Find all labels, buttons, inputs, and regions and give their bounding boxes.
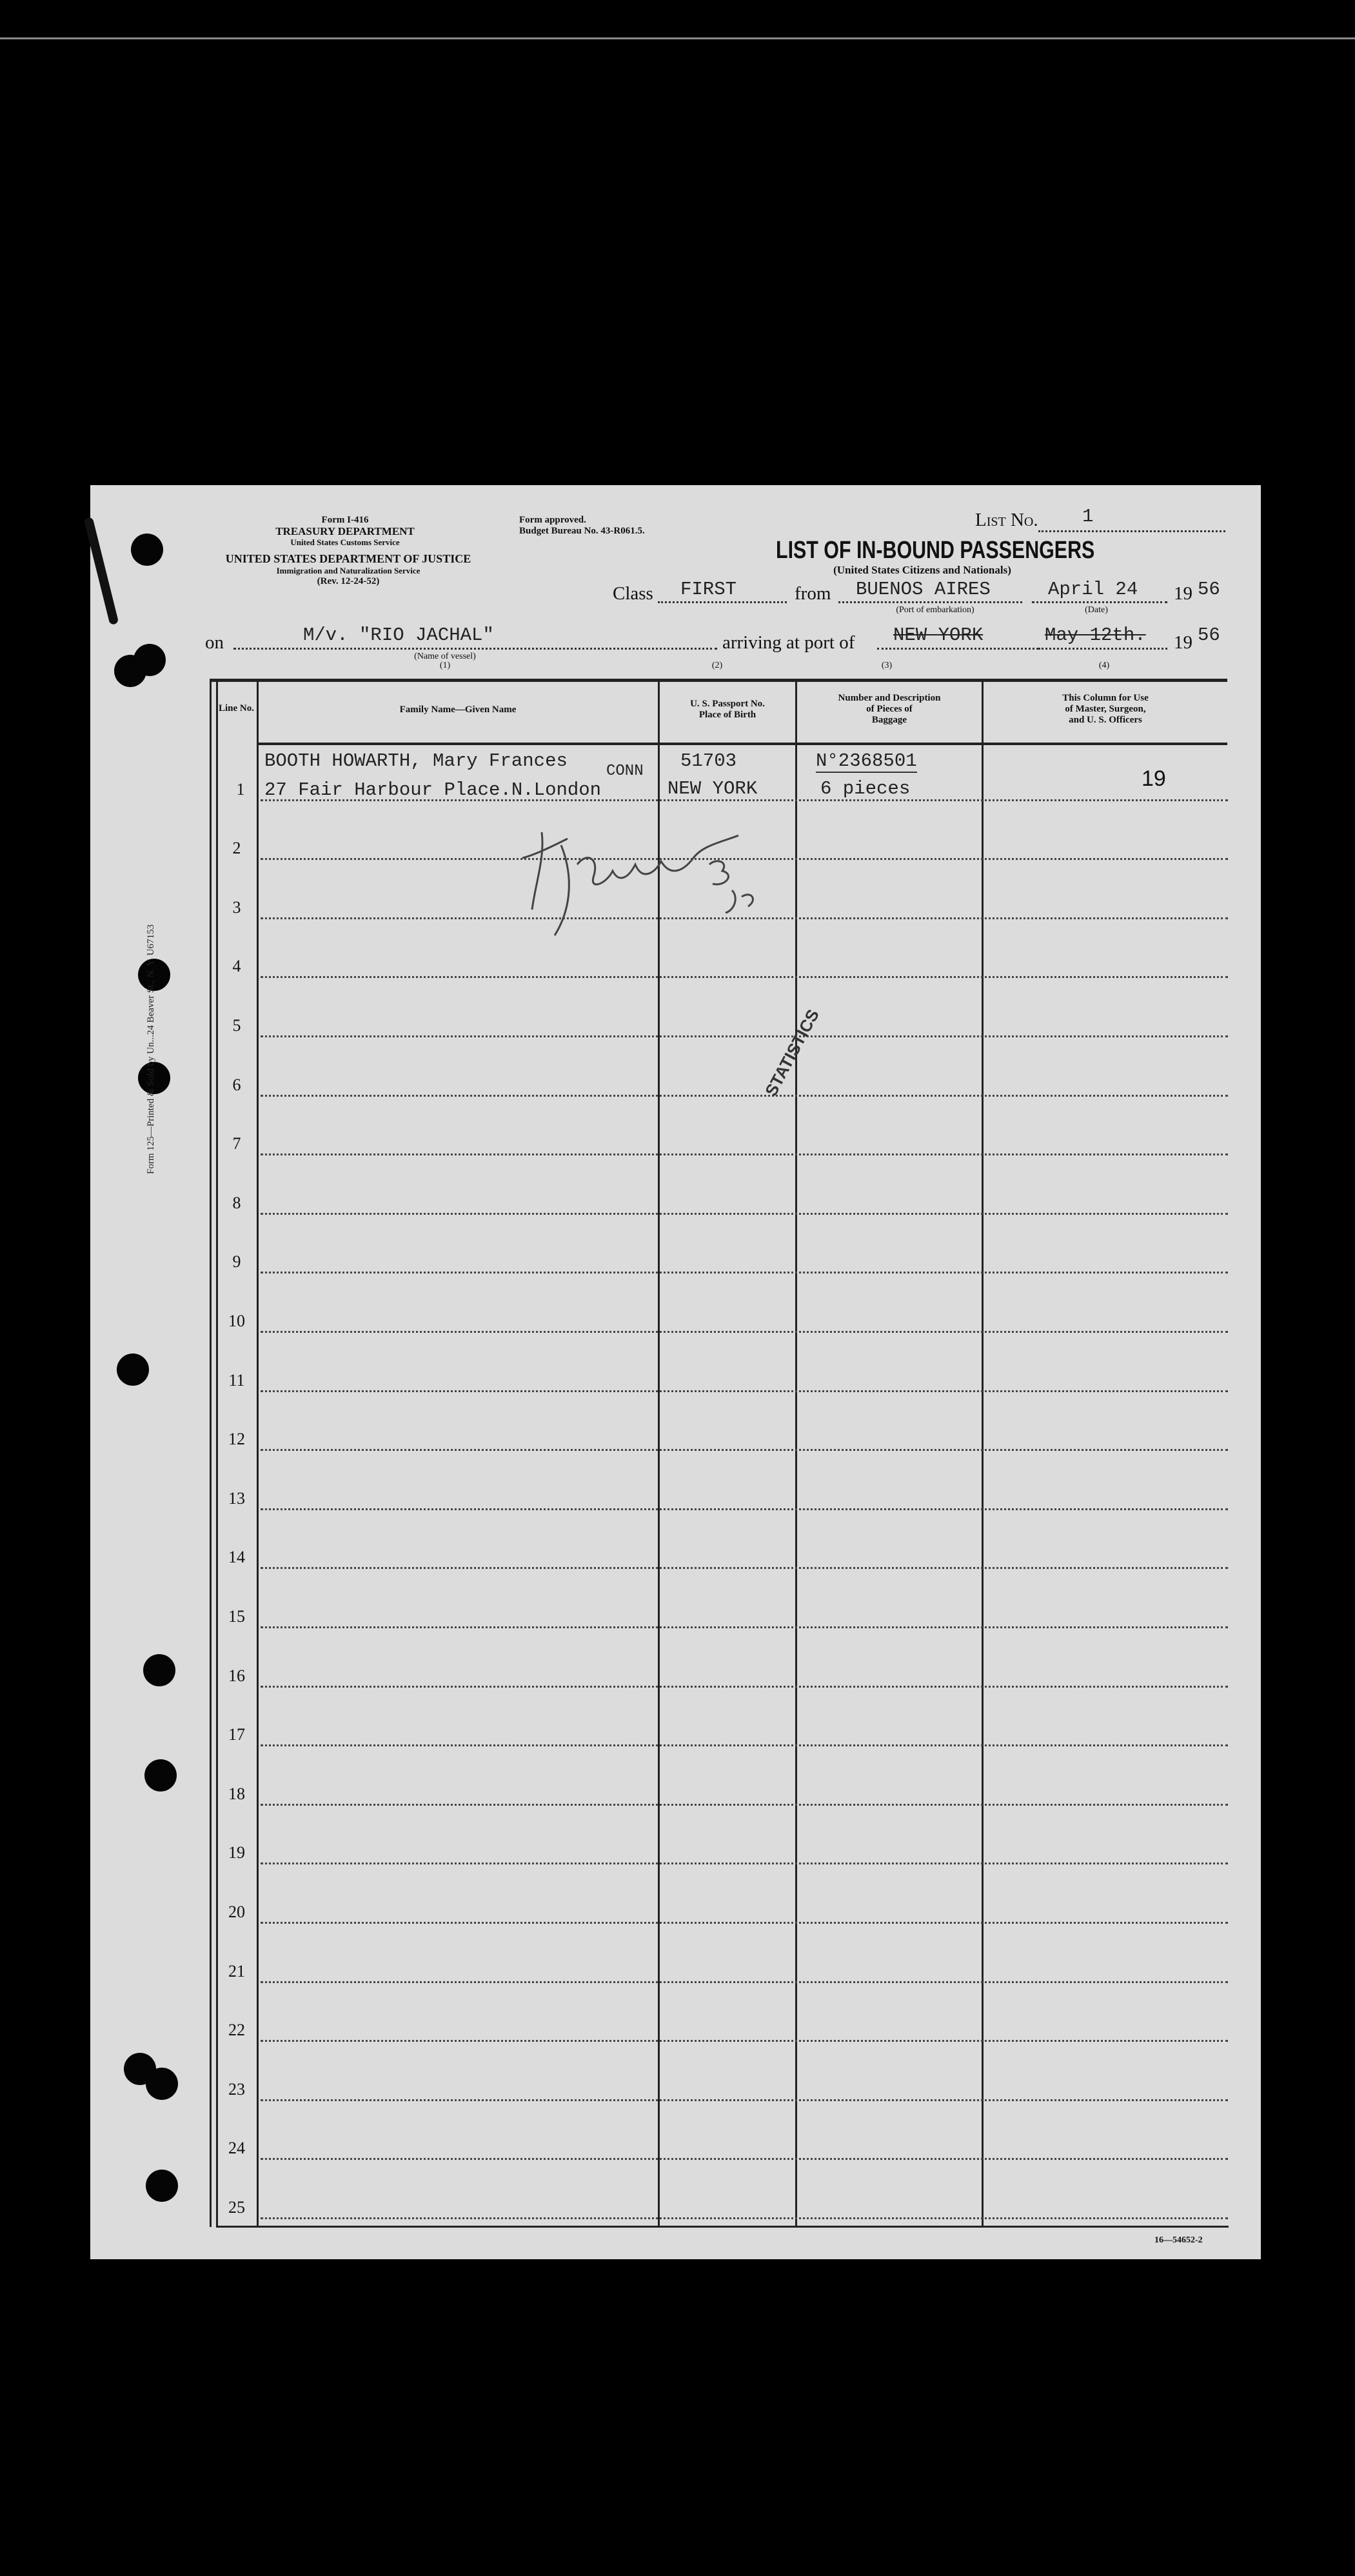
col-header-passport-l2: Place of Birth xyxy=(698,710,757,720)
col-header-officers-l3: and U. S. Officers xyxy=(1069,715,1142,725)
entry-officer-mark: 19 xyxy=(1142,766,1166,791)
row-line xyxy=(261,1213,1228,1215)
col-divider-name xyxy=(257,679,259,2227)
col-header-baggage-l2: of Pieces of xyxy=(866,704,913,714)
row-number: 18 xyxy=(228,1784,245,1803)
col-header-officers xyxy=(984,693,1227,726)
budget-bureau: Budget Bureau No. 43-R061.5. xyxy=(519,526,645,536)
justice-department: UNITED STATES DEPARTMENT OF JUSTICE xyxy=(225,552,471,565)
from-label: from xyxy=(795,583,831,604)
punch-hole xyxy=(117,1353,149,1386)
vessel-caption: (Name of vessel) xyxy=(414,652,476,661)
col-divider-officers xyxy=(982,682,984,2227)
entry-passport: 51703 xyxy=(680,750,737,772)
col-header-line-no: Line No. xyxy=(218,703,254,714)
row-line xyxy=(261,2217,1228,2219)
table-top-rule xyxy=(210,679,1227,682)
punch-hole xyxy=(146,2068,178,2100)
table-bottom-rule xyxy=(216,2226,1229,2228)
row-line xyxy=(261,1686,1228,1688)
row-number: 8 xyxy=(232,1193,241,1212)
ins-service: Immigration and Naturalization Service xyxy=(276,566,420,575)
handwritten-signature xyxy=(516,819,787,948)
class-value: FIRST xyxy=(680,579,737,600)
col-header-officers-l1: This Column for Use xyxy=(1062,693,1149,703)
row-number: 23 xyxy=(228,2079,245,2099)
row-line xyxy=(261,976,1228,978)
port-embarkation: BUENOS AIRES xyxy=(856,579,991,600)
arrival-port: NEW YORK xyxy=(893,624,984,646)
treasury-department: TREASURY DEPARTMENT xyxy=(275,525,415,537)
class-line xyxy=(658,601,787,603)
entry-birthplace: NEW YORK xyxy=(668,778,758,799)
col-header-officers-l2: of Master, Surgeon, xyxy=(1065,704,1146,714)
arrival-port-line xyxy=(877,648,1038,650)
row-line xyxy=(261,1981,1228,1983)
list-no-line xyxy=(1038,530,1225,532)
date-year-suffix: 56 xyxy=(1198,579,1220,600)
form-number: Form I-416 xyxy=(321,515,369,525)
entry-state: CONN xyxy=(606,763,644,780)
vessel-line xyxy=(233,648,717,650)
row-number: 3 xyxy=(232,897,241,917)
form-subtitle: (United States Citizens and Nationals) xyxy=(833,564,1011,576)
punch-hole xyxy=(134,644,166,676)
row-number: 13 xyxy=(228,1488,245,1508)
col-header-baggage-l3: Baggage xyxy=(871,715,907,725)
arriving-label: arriving at port of xyxy=(722,632,855,653)
row-line xyxy=(261,1035,1228,1037)
row-line xyxy=(261,2099,1228,2101)
col-divider-baggage xyxy=(795,682,797,2227)
top-rule xyxy=(0,37,1355,39)
row-line xyxy=(261,1567,1228,1569)
row-number: 11 xyxy=(228,1370,245,1390)
row-number: 24 xyxy=(228,2139,245,2158)
entry-baggage-no: N°2368501 xyxy=(816,750,917,772)
list-no-label: List No. xyxy=(975,510,1038,530)
date-value: April 24 xyxy=(1048,579,1138,600)
row-number: 22 xyxy=(228,2021,245,2040)
list-no-value: 1 xyxy=(1082,506,1094,527)
row-number: 15 xyxy=(228,1607,245,1626)
row-number: 17 xyxy=(228,1725,245,1744)
col-caption-1: (1) xyxy=(439,661,451,670)
col-header-baggage xyxy=(797,693,982,726)
row-number: 20 xyxy=(228,1902,245,1921)
row-number: 21 xyxy=(228,1961,245,1981)
col-caption-4: (4) xyxy=(1098,661,1110,670)
row-line xyxy=(261,1744,1228,1746)
row-line xyxy=(261,2040,1228,2042)
date-caption: (Date) xyxy=(1085,605,1108,615)
arrival-year-suffix: 56 xyxy=(1198,624,1220,646)
col-caption-3: (3) xyxy=(881,661,893,670)
on-label: on xyxy=(205,632,224,653)
col-header-name: Family Name—Given Name xyxy=(399,704,517,715)
port-caption: (Port of embarkation) xyxy=(896,605,974,615)
row-line xyxy=(261,1272,1228,1273)
row-line xyxy=(261,1331,1228,1333)
row-number: 6 xyxy=(232,1075,241,1094)
date-year-prefix: 19 xyxy=(1174,583,1192,604)
col-caption-2: (2) xyxy=(711,661,723,670)
table-header-rule xyxy=(257,743,1227,745)
arrival-date-line xyxy=(1038,648,1167,650)
port-line xyxy=(838,601,1022,603)
col-header-baggage-l1: Number and Description xyxy=(838,693,941,703)
entry-address: 27 Fair Harbour Place.N.London xyxy=(264,779,602,801)
row-number: 7 xyxy=(232,1134,241,1153)
row-number: 4 xyxy=(232,957,241,976)
row-number: 14 xyxy=(228,1548,245,1567)
side-print-text: Form 125—Printed & Sold by Un...24 Beaver St., N. Y. U67153 xyxy=(146,924,156,1174)
row-line xyxy=(261,1508,1228,1510)
row-line xyxy=(261,1804,1228,1806)
row-number: 12 xyxy=(228,1430,245,1449)
form-approved: Form approved. xyxy=(519,515,586,525)
row-line xyxy=(261,1862,1228,1864)
entry-baggage-pieces: 6 pieces xyxy=(820,778,911,799)
table-left-edge xyxy=(210,679,212,2227)
date-line xyxy=(1032,601,1167,603)
row-number: 5 xyxy=(232,1016,241,1035)
arrival-year-prefix: 19 xyxy=(1174,632,1192,653)
row-number: 10 xyxy=(228,1312,245,1330)
row-number: 19 xyxy=(228,1843,245,1862)
form-title: LIST OF IN-BOUND PASSENGERS xyxy=(776,537,1095,564)
form-revision: (Rev. 12-24-52) xyxy=(317,576,380,586)
row-number: 2 xyxy=(232,839,241,858)
row-number: 9 xyxy=(232,1252,241,1272)
row-number: 16 xyxy=(228,1666,245,1685)
class-label: Class xyxy=(613,583,653,604)
row-number: 25 xyxy=(228,2198,245,2217)
punch-hole xyxy=(143,1654,175,1686)
punch-hole xyxy=(146,2170,178,2202)
row-line xyxy=(261,1626,1228,1628)
row-line xyxy=(261,1922,1228,1924)
row-line xyxy=(261,1390,1228,1392)
punch-hole xyxy=(144,1759,177,1792)
row-line xyxy=(261,2158,1228,2160)
statistics-stamp: STATISTICS xyxy=(761,1006,823,1100)
row-number: 1 xyxy=(236,779,245,799)
vessel-name: M/v. "RIO JACHAL" xyxy=(303,624,494,646)
footer-code: 16—54652-2 xyxy=(1154,2235,1203,2245)
arrival-date: May 12th. xyxy=(1045,624,1146,646)
row-line xyxy=(261,1449,1228,1451)
punch-hole xyxy=(131,534,163,566)
entry-name: BOOTH HOWARTH, Mary Frances xyxy=(264,750,568,772)
row-line xyxy=(261,1095,1228,1097)
customs-service: United States Customs Service xyxy=(290,537,400,547)
col-header-passport-l1: U. S. Passport No. xyxy=(690,699,765,709)
col-header-passport xyxy=(660,699,795,721)
row-line xyxy=(261,1153,1228,1155)
